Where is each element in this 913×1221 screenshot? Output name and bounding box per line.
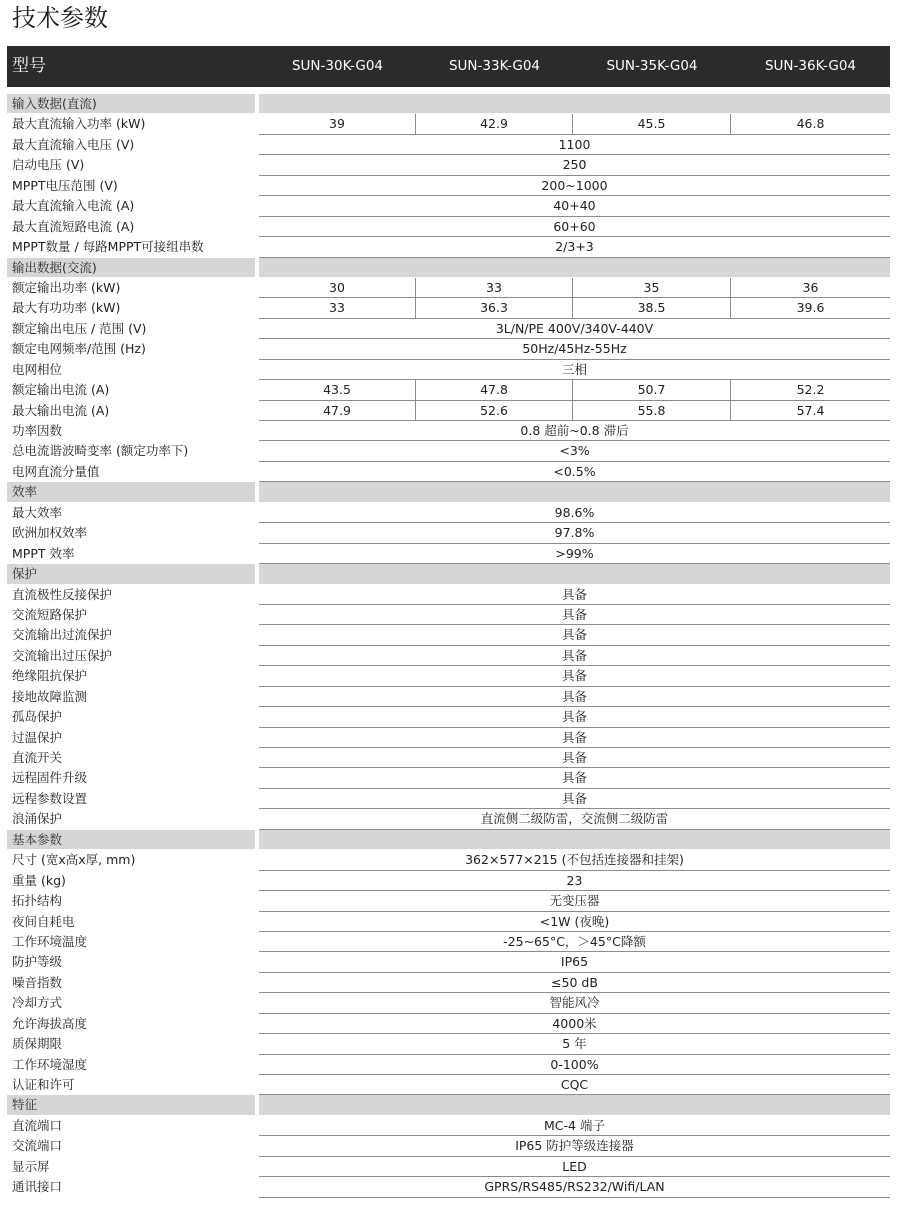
parameter-value: 57.4	[796, 402, 825, 418]
parameter-value: 39.6	[796, 300, 825, 316]
table-row	[7, 298, 890, 318]
parameter-value: 具备	[561, 688, 587, 704]
table-row	[7, 1075, 890, 1095]
section-value-background	[259, 830, 890, 849]
table-row	[7, 748, 890, 768]
table-row	[7, 850, 890, 870]
parameter-label: MPPT电压范围 (V)	[12, 177, 118, 193]
table-row	[7, 625, 890, 645]
table-row	[7, 1136, 890, 1156]
parameter-label: MPPT 效率	[12, 545, 75, 561]
parameter-label: 通讯接口	[12, 1179, 63, 1195]
parameter-value: 40+40	[553, 198, 596, 214]
parameter-value: <1W (夜晚)	[539, 913, 610, 929]
parameter-label: 直流开关	[12, 750, 63, 765]
parameter-value: 33	[259, 298, 416, 318]
parameter-value: IP65 防护等级连接器	[515, 1138, 634, 1154]
table-row	[7, 176, 890, 196]
table-row	[7, 932, 890, 952]
parameter-value: 智能风冷	[549, 995, 600, 1011]
parameter-label: 过温保护	[12, 729, 63, 745]
parameter-value: 直流侧二级防雷，交流侧二级防雷	[480, 811, 669, 827]
section-title: 输入数据(直流)	[12, 96, 97, 111]
parameter-value: 45.5	[573, 114, 731, 134]
table-row	[7, 544, 890, 564]
parameter-value: 43.5	[259, 380, 416, 400]
parameter-label: 孤岛保护	[12, 709, 63, 725]
table-row	[7, 339, 890, 359]
parameter-label: 最大有功功率 (kW)	[12, 300, 121, 316]
parameter-label: 认证和许可	[12, 1077, 75, 1092]
parameter-label: 噪音指数	[12, 974, 63, 990]
section-header-row	[7, 1095, 890, 1115]
section-header-row	[7, 258, 890, 278]
table-row	[7, 952, 890, 972]
section-header-row	[7, 564, 890, 584]
parameter-value: 具备	[561, 606, 587, 622]
table-row	[7, 401, 890, 421]
parameter-value: 5 年	[562, 1036, 587, 1052]
parameter-value: >99%	[555, 545, 594, 561]
parameter-value: 46.8	[796, 116, 825, 132]
table-row	[7, 646, 890, 666]
table-row	[7, 912, 890, 932]
parameter-value: 42.9	[416, 114, 573, 134]
parameter-value: ≤50 dB	[551, 974, 598, 990]
section-title: 特征	[12, 1097, 38, 1113]
table-row	[7, 360, 890, 380]
section-title: 保护	[12, 566, 38, 582]
parameter-label: 直流端口	[12, 1117, 63, 1133]
parameter-value: 98.6%	[554, 504, 595, 520]
parameter-label: 电网相位	[12, 361, 63, 377]
parameter-label: 功率因数	[12, 423, 63, 438]
parameter-label: 显示屏	[12, 1158, 50, 1174]
parameter-label: 交流输出过压保护	[12, 647, 113, 663]
parameter-label: 额定输出电流 (A)	[12, 382, 110, 398]
parameter-label: 最大直流输入电压 (V)	[12, 136, 135, 152]
section-header-row	[7, 94, 890, 114]
section-title: 基本参数	[12, 831, 63, 847]
parameter-label: 交流端口	[12, 1138, 63, 1154]
table-row	[7, 319, 890, 339]
table-row	[7, 278, 890, 298]
section-title: 效率	[12, 484, 38, 500]
parameter-label: 远程固件升级	[12, 770, 88, 786]
table-row	[7, 441, 890, 461]
table-row	[7, 196, 890, 216]
section-title: 输出数据(交流)	[12, 259, 97, 275]
parameter-label: 直流极性反接保护	[12, 586, 113, 602]
parameter-label: 最大输出电流 (A)	[12, 402, 110, 418]
parameter-value: 50.7	[573, 380, 731, 400]
section-value-background	[259, 94, 890, 113]
table-row	[7, 707, 890, 727]
section-header-row	[7, 482, 890, 502]
parameter-value: 2/3+3	[555, 239, 594, 255]
parameter-value: 39	[259, 114, 416, 134]
parameter-value: 38.5	[573, 298, 731, 318]
parameter-value: 200~1000	[541, 177, 608, 193]
parameter-label: 夜间自耗电	[12, 913, 75, 929]
table-row	[7, 155, 890, 175]
parameter-value: 47.9	[259, 401, 416, 421]
parameter-label: 电网直流分量值	[12, 463, 100, 479]
parameter-value: 50Hz/45Hz-55Hz	[522, 341, 627, 357]
spec-table	[7, 94, 890, 1198]
parameter-label: 防护等级	[12, 954, 63, 970]
table-row	[7, 135, 890, 155]
table-row	[7, 891, 890, 911]
parameter-label: 欧洲加权效率	[12, 525, 88, 541]
parameter-value: 4000米	[552, 1015, 597, 1031]
parameter-label: 冷却方式	[12, 995, 63, 1011]
parameter-label: 启动电压 (V)	[12, 157, 85, 173]
parameter-value: 52.2	[796, 382, 825, 398]
parameter-label: 总电流谐波畸变率 (额定功率下)	[12, 443, 189, 459]
parameter-value: 35	[573, 278, 731, 298]
parameter-value: 36	[802, 279, 819, 295]
parameter-value: 具备	[561, 770, 587, 786]
table-row	[7, 114, 890, 134]
table-row	[7, 421, 890, 441]
model-column-header: SUN-33K-G04	[448, 58, 541, 74]
parameter-value: 55.8	[573, 401, 731, 421]
parameter-value: LED	[562, 1158, 587, 1174]
parameter-value: 1100	[558, 136, 591, 152]
parameter-label: 浪涌保护	[12, 811, 63, 827]
row-divider	[259, 1197, 890, 1198]
table-row	[7, 1116, 890, 1136]
section-label-background	[7, 482, 255, 501]
parameter-label: 交流短路保护	[12, 606, 88, 622]
parameter-label: 工作环境温度	[12, 933, 88, 949]
parameter-label: 接地故障监测	[12, 688, 88, 704]
parameter-label: 工作环境湿度	[12, 1056, 88, 1072]
table-row	[7, 687, 890, 707]
parameter-label: 最大直流输入功率 (kW)	[12, 116, 146, 132]
parameter-value: 具备	[561, 668, 587, 684]
table-row	[7, 237, 890, 257]
table-row	[7, 217, 890, 237]
parameter-value: 具备	[561, 750, 587, 765]
parameter-label: 绝缘阻抗保护	[12, 668, 88, 684]
parameter-value: 无变压器	[549, 893, 600, 909]
table-row	[7, 728, 890, 748]
table-header	[7, 46, 890, 87]
parameter-value: 33	[416, 278, 573, 298]
model-column-header: SUN-35K-G04	[606, 58, 698, 74]
parameter-value: 362×577×215 (不包括连接器和挂架)	[465, 852, 684, 868]
table-row	[7, 1177, 890, 1197]
parameter-label: 交流输出过流保护	[12, 627, 113, 643]
table-row	[7, 789, 890, 809]
parameter-label: 额定电网频率/范围 (Hz)	[12, 341, 146, 357]
parameter-value: 97.8%	[554, 525, 595, 541]
parameter-value: 30	[259, 278, 416, 298]
parameter-label: 额定输出电压 / 范围 (V)	[12, 320, 147, 336]
parameter-value: 23	[566, 872, 583, 888]
parameter-value: 具备	[561, 627, 587, 643]
parameter-label: 远程参数设置	[12, 790, 88, 806]
parameter-value: 250	[562, 157, 587, 173]
parameter-value: 36.3	[416, 298, 573, 318]
parameter-value: 47.8	[416, 380, 573, 400]
parameter-value: <3%	[559, 443, 590, 459]
section-value-background	[259, 564, 890, 583]
table-row	[7, 1055, 890, 1075]
table-row	[7, 380, 890, 400]
table-row	[7, 809, 890, 829]
parameter-value: 60+60	[553, 218, 596, 234]
model-column-header: SUN-36K-G04	[764, 58, 857, 74]
parameter-label: 拓扑结构	[12, 893, 63, 909]
parameter-label: 额定输出功率 (kW)	[12, 279, 121, 295]
parameter-label: MPPT数量 / 每路MPPT可接组串数	[12, 239, 204, 255]
page-title: 技术参数	[12, 4, 108, 32]
table-row	[7, 605, 890, 625]
model-header-label: 型号	[12, 56, 46, 76]
parameter-label: 最大直流短路电流 (A)	[12, 218, 135, 234]
parameter-value: CQC	[560, 1077, 589, 1092]
table-row	[7, 523, 890, 543]
parameter-value: 具备	[561, 729, 587, 745]
parameter-value: -25~65°C，＞45°C降额	[503, 933, 646, 949]
table-row	[7, 503, 890, 523]
parameter-value: 具备	[561, 709, 587, 725]
parameter-value: IP65	[560, 954, 589, 970]
parameter-value: 0.8 超前~0.8 滞后	[520, 423, 629, 438]
parameter-value: GPRS/RS485/RS232/Wifi/LAN	[484, 1179, 665, 1195]
parameter-value: MC-4 端子	[544, 1117, 605, 1133]
parameter-label: 最大直流输入电流 (A)	[12, 198, 135, 214]
parameter-value: <0.5%	[553, 463, 596, 479]
parameter-value: 3L/N/PE 400V/340V-440V	[495, 320, 654, 336]
section-label-background	[7, 1095, 255, 1114]
table-row	[7, 768, 890, 788]
section-value-background	[259, 258, 890, 277]
section-header-row	[7, 830, 890, 850]
table-row	[7, 462, 890, 482]
table-row	[7, 973, 890, 993]
section-value-background	[259, 1095, 890, 1114]
table-row	[7, 1034, 890, 1054]
parameter-label: 尺寸 (宽x高x厚, mm)	[12, 852, 136, 868]
parameter-value: 具备	[561, 586, 587, 602]
parameter-value: 三相	[561, 361, 587, 377]
parameter-value: 具备	[561, 790, 587, 806]
parameter-value: 52.6	[416, 401, 573, 421]
section-value-background	[259, 482, 890, 501]
parameter-value: 具备	[561, 647, 587, 663]
parameter-label: 质保期限	[12, 1036, 63, 1052]
table-row	[7, 666, 890, 686]
parameter-value: 0-100%	[550, 1056, 599, 1072]
parameter-label: 重量 (kg)	[12, 872, 66, 888]
table-row	[7, 1014, 890, 1034]
table-row	[7, 993, 890, 1013]
parameter-label: 允许海拔高度	[12, 1015, 88, 1031]
model-column-header: SUN-30K-G04	[291, 58, 384, 74]
table-row	[7, 871, 890, 891]
table-row	[7, 585, 890, 605]
table-row	[7, 1157, 890, 1177]
section-label-background	[7, 564, 255, 583]
parameter-label: 最大效率	[12, 504, 63, 520]
